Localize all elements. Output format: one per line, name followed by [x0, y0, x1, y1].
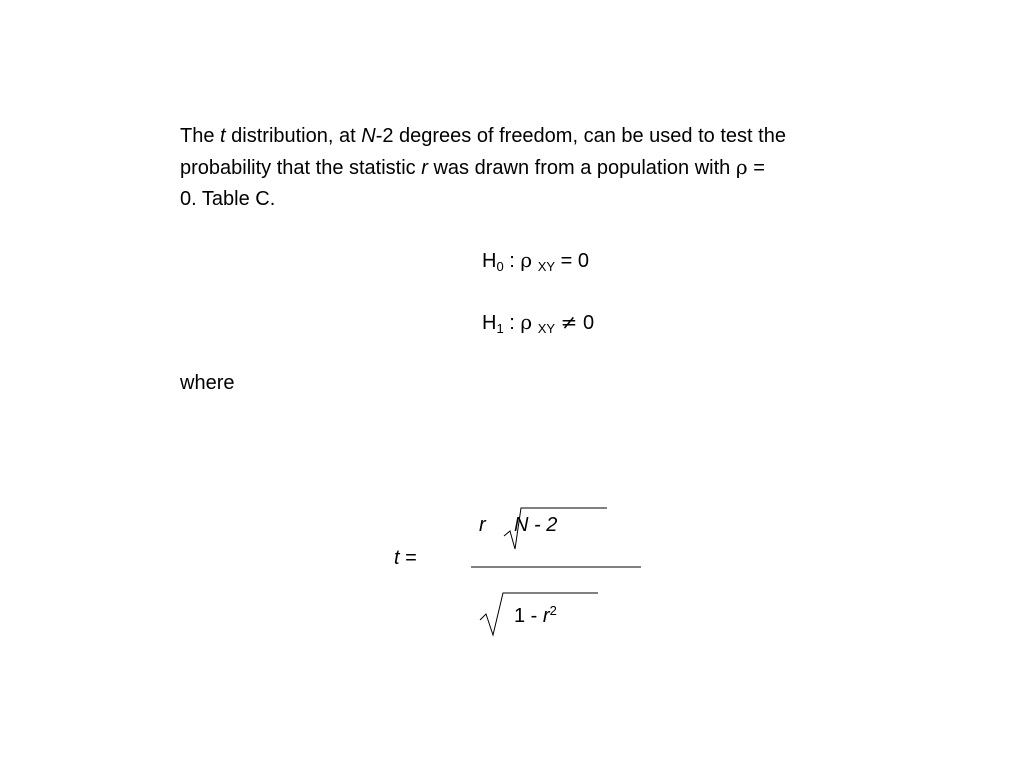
denominator-radical-sign [480, 593, 598, 635]
intro-text: was drawn from a population with [433, 157, 731, 179]
rho-symbol: ρ [735, 155, 748, 179]
intro-text: probability that the statistic [180, 157, 416, 179]
intro-text: -2 degrees of freedom, can be used to test the [375, 125, 786, 147]
xy-subscript: XY [537, 321, 556, 336]
t-variable: t [394, 547, 400, 569]
numerator-radicand: N - 2 [514, 514, 558, 536]
h-symbol: H [482, 312, 497, 334]
numerator-r: r [479, 514, 486, 536]
intro-text: distribution, at [231, 125, 356, 147]
equals-sign: = [753, 157, 765, 179]
rho-symbol: ρ [520, 310, 533, 334]
n-variable: N [361, 125, 376, 147]
h-symbol: H [482, 250, 497, 272]
h-subscript: 0 [496, 259, 504, 274]
exponent: 2 [549, 603, 557, 618]
rho-symbol: ρ [520, 248, 533, 272]
xy-subscript: XY [537, 259, 556, 274]
where-label: where [180, 372, 235, 394]
intro-word: The [180, 125, 215, 147]
h-subscript: 1 [496, 321, 504, 336]
hypothesis-value: 0 [582, 312, 595, 334]
not-equal-sign: ≠ [560, 310, 578, 334]
t-variable: t [220, 125, 226, 147]
equals-sign: = [405, 547, 417, 569]
denominator-radicand: $1 - r^2$ [514, 603, 557, 627]
numerator-radical-sign [504, 508, 607, 549]
colon: : [509, 312, 515, 334]
table-reference: 0. Table C. [180, 188, 276, 210]
hypothesis-relation: = 0 [560, 250, 589, 272]
r-variable: r [542, 605, 550, 627]
colon: : [509, 250, 515, 272]
r-variable: r [421, 157, 428, 179]
